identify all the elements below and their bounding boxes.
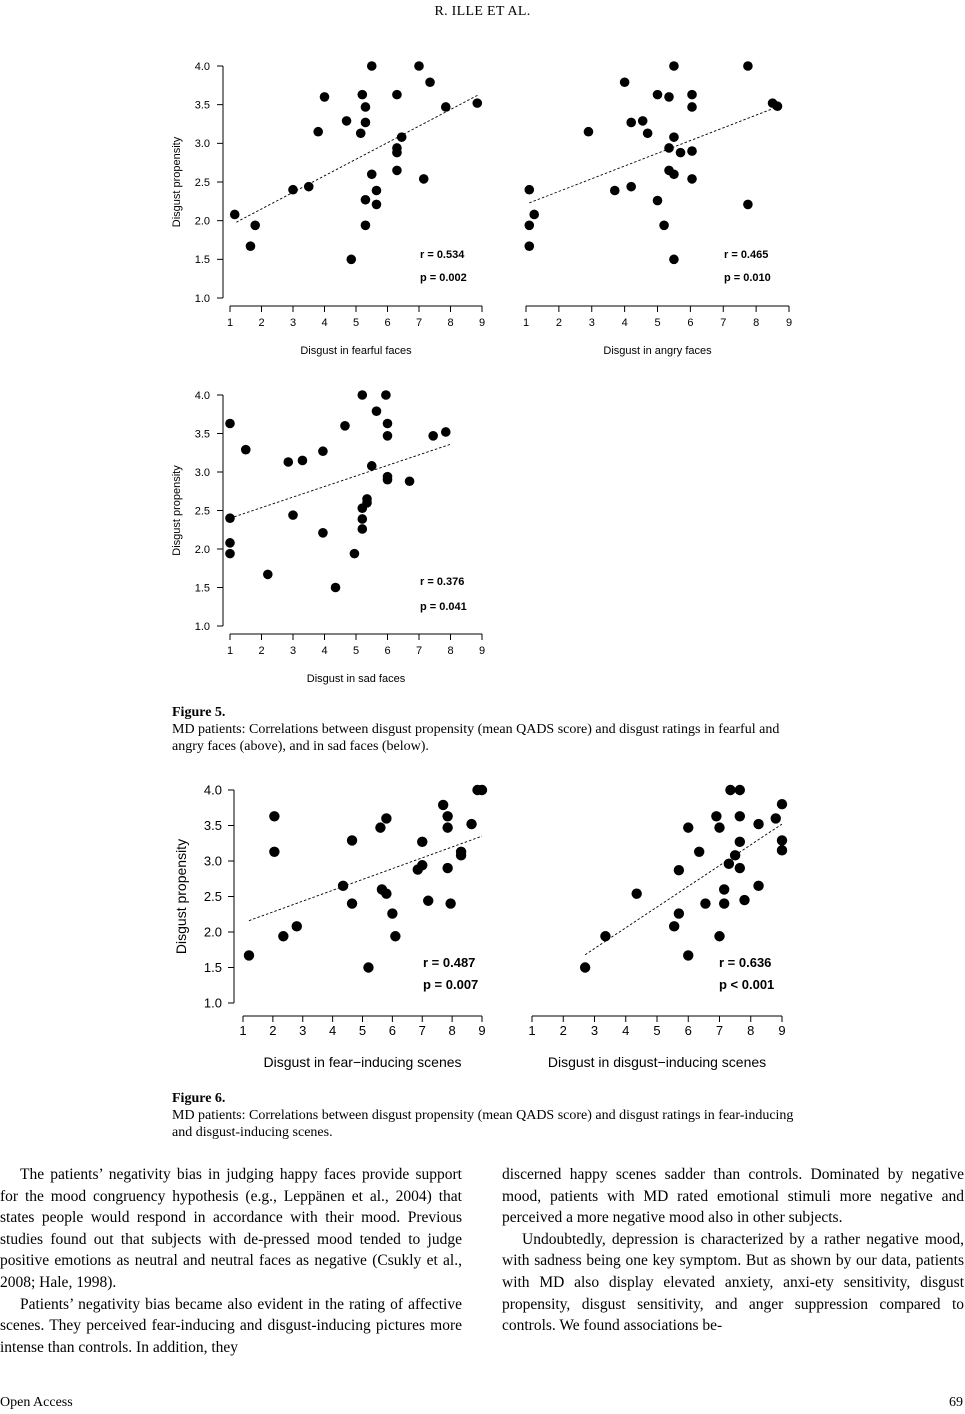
data-point [313,127,323,137]
data-point [743,61,753,71]
data-point [241,445,251,455]
data-point [687,146,697,156]
data-point [687,90,697,100]
data-point [777,835,787,845]
correlation-p-label: p = 0.007 [423,977,479,992]
running-head: R. ILLE ET AL. [434,4,531,19]
data-point [381,390,391,400]
data-point [753,881,763,891]
data-point [674,908,684,918]
data-point [524,185,534,195]
data-point [331,583,341,593]
scatter-fear-inducing-scenes [173,783,487,1070]
data-point [392,90,402,100]
y-tick-label: 3.5 [194,428,210,441]
x-tick-label: 3 [289,317,297,329]
data-point [620,77,630,87]
data-point [390,931,400,941]
data-point [725,785,735,795]
figure5-bottom-row [0,380,965,690]
x-tick-label: 3 [588,317,595,329]
data-point [610,186,620,196]
data-point [584,127,594,137]
data-point [687,174,697,184]
x-tick-label: 6 [687,317,694,329]
y-tick-label: 3.0 [194,466,210,479]
data-point [417,860,427,870]
data-point [669,255,679,265]
data-point [383,419,393,429]
figure6-caption [172,1090,797,1141]
data-point [358,524,368,534]
data-point [445,898,455,908]
data-point [739,895,749,905]
data-point [417,837,427,847]
x-tick-label: 2 [258,645,265,657]
x-tick-label: 1 [239,1023,247,1038]
x-tick-label: 7 [415,645,423,657]
figure5-caption [172,704,797,755]
x-tick-label: 8 [747,1023,755,1038]
y-tick-label: 3.5 [203,818,222,834]
data-point [358,514,368,524]
x-axis-label: Disgust in angry faces [603,345,712,357]
data-point [466,819,476,829]
x-tick-label: 2 [559,1023,567,1038]
x-axis-label: Disgust in sad faces [306,673,406,685]
data-point [653,196,663,206]
data-point [363,962,373,972]
data-point [524,241,534,251]
data-point [743,200,753,210]
paragraph: The patients’ negativity bias in judging happy faces provide support for the mood congruency hypothesis (e.g., Leppänen et al., 2004) that states people would respond in accordance with their mood. Previous studies found out that subjects with de-pressed mood tended to judge positive emotions as neutral and neutral faces as negative (Csukly et al., 2008; Hale, 1998). [0,1166,462,1291]
figure5-caption-text: MD patients: Correlations between disgust propensity (mean QADS score) and disgust ratings in fearful and angry faces (above), and in sad faces (below). [172,722,780,754]
data-point [643,128,653,138]
data-point [347,898,357,908]
x-tick-label: 4 [321,645,328,657]
data-point [638,116,648,126]
data-point [653,90,663,100]
x-tick-label: 5 [352,317,360,329]
data-point [714,822,724,832]
data-point [626,182,636,192]
figure6-row [0,770,965,1080]
data-point [361,118,371,128]
data-point [719,884,729,894]
data-point [659,221,669,231]
data-point [669,61,679,71]
x-tick-label: 2 [258,317,265,329]
data-point [714,931,724,941]
data-point [244,950,254,960]
x-tick-label: 5 [654,317,661,329]
data-point [361,102,371,112]
data-point [687,102,697,112]
trend-line [236,95,479,223]
data-point [719,898,729,908]
trend-line [585,824,782,955]
data-point [423,896,433,906]
y-tick-label: 2.5 [194,505,210,518]
y-axis-label: Disgust propensity [171,136,183,228]
data-point [230,210,240,220]
x-tick-label: 9 [478,317,486,329]
scatter-sad-faces [171,390,485,685]
paragraph: Patients’ negativity bias became also evident in the rating of affective scenes. They perceived fear-inducing and disgust-inducing pictures more intense than controls. In addition, they [0,1295,462,1356]
data-point [753,819,763,829]
data-point [773,101,783,111]
x-tick-label: 6 [384,645,391,657]
data-point [358,390,368,400]
data-point [225,549,235,559]
data-point [246,241,256,251]
data-point [477,785,487,795]
x-tick-label: 3 [299,1023,307,1038]
data-point [735,811,745,821]
data-point [529,210,539,220]
scatter-fearful-faces [171,61,485,357]
data-point [225,513,235,523]
data-point [669,132,679,142]
data-point [367,61,377,71]
page-number: 69 [949,1395,963,1410]
x-tick-label: 3 [590,1023,599,1038]
x-tick-label: 9 [785,317,793,329]
data-point [356,128,366,138]
correlation-r-label: r = 0.376 [420,576,465,588]
data-point [735,785,745,795]
y-tick-label: 2.0 [194,543,210,556]
x-tick-label: 5 [352,645,360,657]
data-point [442,811,452,821]
y-tick-label: 4.0 [194,389,210,402]
data-point [683,822,693,832]
data-point [777,799,787,809]
data-point [318,528,328,538]
data-point [735,837,745,847]
y-tick-label: 3.5 [194,99,210,112]
y-tick-label: 4.0 [194,60,210,73]
data-point [580,962,590,972]
body-column-right [502,1164,964,1337]
data-point [669,169,679,179]
y-tick-label: 1.5 [194,582,210,595]
correlation-p-label: p = 0.041 [420,601,467,613]
data-point [383,475,393,485]
data-point [664,143,674,153]
data-point [777,845,787,855]
x-tick-label: 2 [555,317,562,329]
data-point [358,90,368,100]
x-tick-label: 7 [415,317,423,329]
data-point [414,61,424,71]
y-tick-label: 2.0 [194,215,210,228]
data-point [347,835,357,845]
correlation-r-label: r = 0.487 [423,955,476,970]
data-point [288,510,298,520]
correlation-r-label: r = 0.534 [420,249,465,261]
data-point [269,811,279,821]
data-point [225,419,235,429]
data-point [428,431,438,441]
scatter-disgust-inducing-scenes [528,785,787,1070]
x-axis-label: Disgust in fear−inducing scenes [263,1054,462,1070]
data-point [626,118,636,128]
x-tick-label: 4 [621,317,628,329]
y-tick-label: 2.5 [203,889,222,905]
x-tick-label: 1 [522,317,530,329]
data-point [320,92,330,102]
x-axis-label: Disgust in fearful faces [300,345,412,357]
data-point [724,859,734,869]
correlation-p-label: p = 0.002 [420,272,467,284]
figure5-label: Figure 5. [172,705,226,720]
data-point [456,850,466,860]
data-point [669,921,679,931]
x-tick-label: 8 [753,317,760,329]
data-point [711,811,721,821]
y-tick-label: 1.0 [194,292,210,305]
y-tick-label: 2.5 [194,176,210,189]
data-point [318,446,328,456]
data-point [700,898,710,908]
x-tick-label: 9 [478,645,486,657]
x-tick-label: 9 [478,1023,486,1038]
data-point [375,822,385,832]
trend-line [230,444,451,518]
data-point [674,865,684,875]
x-tick-label: 7 [715,1023,724,1038]
data-point [362,498,372,508]
correlation-r-label: r = 0.465 [724,249,769,261]
x-tick-label: 1 [226,645,234,657]
x-tick-label: 4 [329,1023,337,1038]
scatter-angry-faces [523,61,792,357]
data-point [387,908,397,918]
x-tick-label: 7 [720,317,727,329]
data-point [278,931,288,941]
x-tick-label: 6 [684,1023,692,1038]
data-point [372,200,382,210]
data-point [338,881,348,891]
data-point [361,195,371,205]
data-point [372,186,382,196]
x-tick-label: 8 [448,1023,456,1038]
x-tick-label: 1 [528,1023,536,1038]
y-axis-label: Disgust propensity [171,465,183,556]
data-point [269,847,279,857]
figure6-caption-text: MD patients: Correlations between disgust propensity (mean QADS score) and disgust ratings in fear-inducing and disgust-inducing scenes. [172,1108,794,1140]
data-point [683,950,693,960]
data-point [771,813,781,823]
figure6-label: Figure 6. [172,1091,226,1106]
data-point [381,813,391,823]
data-point [288,185,298,195]
data-point [524,221,534,231]
y-tick-label: 1.0 [203,995,222,1011]
y-tick-label: 2.0 [203,924,222,940]
data-point [397,132,407,142]
data-point [664,92,674,102]
data-point [438,800,448,810]
data-point [304,182,314,192]
data-point [441,427,451,437]
data-point [694,847,704,857]
data-point [676,148,686,158]
data-point [263,570,273,580]
footer-open-access: Open Access [0,1395,73,1410]
x-tick-label: 6 [384,317,391,329]
data-point [392,148,402,158]
data-point [298,456,308,466]
data-point [442,863,452,873]
data-point [361,221,371,231]
data-point [283,457,293,467]
data-point [346,255,356,265]
data-point [340,421,350,431]
x-tick-label: 2 [269,1023,277,1038]
data-point [405,476,415,486]
x-tick-label: 5 [653,1023,661,1038]
data-point [350,549,360,559]
x-tick-label: 5 [358,1023,367,1038]
data-point [381,888,391,898]
data-point [425,77,435,87]
paragraph: discerned happy scenes sadder than controls. Dominated by negative mood, patients with MD rated emotional stimuli more negative and perceived a more negative mood also in other subjects. [502,1166,964,1227]
trend-line [529,106,779,203]
data-point [472,98,482,108]
y-tick-label: 1.0 [194,620,210,633]
y-tick-label: 3.0 [203,853,222,869]
data-point [372,406,382,416]
x-tick-label: 8 [447,645,454,657]
data-point [250,221,260,231]
x-tick-label: 8 [447,317,454,329]
data-point [631,888,641,898]
y-axis-label: Disgust propensity [173,838,189,955]
data-point [367,461,377,471]
data-point [392,166,402,176]
x-tick-label: 9 [778,1023,786,1038]
data-point [292,921,302,931]
data-point [735,863,745,873]
figure5-top-row [0,50,965,365]
correlation-p-label: p = 0.010 [724,272,771,284]
y-tick-label: 1.5 [203,960,222,976]
x-tick-label: 7 [418,1023,426,1038]
data-point [600,931,610,941]
correlation-r-label: r = 0.636 [719,955,772,970]
y-tick-label: 4.0 [203,782,222,798]
x-tick-label: 4 [622,1023,630,1038]
x-tick-label: 4 [321,317,328,329]
data-point [367,169,377,179]
data-point [383,431,393,441]
data-point [730,850,740,860]
data-point [442,822,452,832]
data-point [342,116,352,126]
data-point [441,102,451,112]
correlation-p-label: p < 0.001 [719,977,775,992]
x-tick-label: 1 [226,317,234,329]
data-point [225,538,235,548]
body-column-left [0,1164,462,1358]
x-tick-label: 6 [388,1023,396,1038]
y-tick-label: 3.0 [194,138,210,151]
x-tick-label: 3 [289,645,297,657]
data-point [419,174,429,184]
x-axis-label: Disgust in disgust−inducing scenes [547,1054,767,1070]
y-tick-label: 1.5 [194,254,210,267]
paragraph: Undoubtedly, depression is characterized by a rather negative mood, with sadness being one key symptom. But as shown by our data, patients with MD also display elevated anxiety, anxi-ety sensitivity, disgust propensity, disgust sensitivity, and anger suppression compared to controls. We found associations be- [502,1230,964,1335]
trend-line [249,836,482,920]
